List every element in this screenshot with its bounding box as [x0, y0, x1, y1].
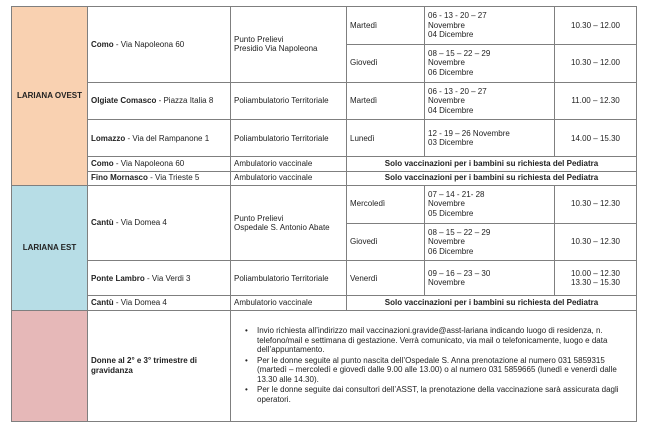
day-cell: Venerdì	[347, 261, 425, 296]
table-row	[12, 120, 637, 157]
place-cell: Poliambulatorio Territoriale	[231, 82, 347, 120]
place-cell: Ambulatorio vaccinale	[231, 157, 347, 171]
dates-cell: 06 - 13 - 20 – 27 Novembre 04 Dicembre	[425, 7, 555, 45]
table-row	[12, 185, 637, 223]
location-cell: Olgiate Comasco - Piazza Italia 8	[88, 82, 231, 120]
pregnancy-notes-cell	[231, 310, 637, 422]
time-cell: 10.00 – 12.30 13.30 – 15.30	[555, 261, 637, 296]
day-cell: Giovedì	[347, 223, 425, 261]
time-cell: 10.30 – 12.30	[555, 223, 637, 261]
time-cell: 10.30 – 12.00	[555, 44, 637, 82]
place-cell: Poliambulatorio Territoriale	[231, 261, 347, 296]
area-lariana-est: LARIANA EST	[12, 185, 88, 310]
pregnancy-notes-list	[235, 326, 632, 404]
dates-cell: 12 - 19 – 26 Novembre 03 Dicembre	[425, 120, 555, 157]
dates-cell: 07 – 14 - 21- 28 Novembre 05 Dicembre	[425, 185, 555, 223]
vaccination-schedule-table	[11, 6, 637, 422]
table-row	[12, 296, 637, 310]
location-cell: Fino Mornasco - Via Trieste 5	[88, 171, 231, 185]
time-cell: 11.00 – 12.30	[555, 82, 637, 120]
list-item: • Per le donne seguite dai consultori dell’ASST, la prenotazione della vaccinazione sarà assicurata dagli operatori.	[257, 385, 632, 404]
table-row	[12, 310, 637, 422]
dates-cell: 08 – 15 – 22 – 29 Novembre 06 Dicembre	[425, 223, 555, 261]
pediatric-note: Solo vaccinazioni per i bambini su richiesta del Pediatra	[347, 171, 637, 185]
location-cell: Lomazzo - Via del Rampanone 1	[88, 120, 231, 157]
time-cell: 14.00 – 15.30	[555, 120, 637, 157]
day-cell: Mercoledì	[347, 185, 425, 223]
day-cell: Martedì	[347, 7, 425, 45]
day-cell: Lunedì	[347, 120, 425, 157]
dates-cell: 08 – 15 – 22 – 29 Novembre 06 Dicembre	[425, 44, 555, 82]
place-cell: Poliambulatorio Territoriale	[231, 120, 347, 157]
time-cell: 10.30 – 12.00	[555, 7, 637, 45]
location-cell: Cantù - Via Domea 4	[88, 296, 231, 310]
list-item: • Invio richiesta all’indirizzo mail vaccinazioni.gravide@asst-lariana indicando luogo di residenza, n. telefono/mail e settimana di gestazione. Verrà comunicato, via mail o telefonicamente, luogo e data dell’appuntamento.	[257, 326, 632, 355]
time-cell: 10.30 – 12.30	[555, 185, 637, 223]
location-cell: Ponte Lambro - Via Verdi 3	[88, 261, 231, 296]
day-cell: Giovedì	[347, 44, 425, 82]
pediatric-note: Solo vaccinazioni per i bambini su richiesta del Pediatra	[347, 296, 637, 310]
pregnancy-area-cell	[12, 310, 88, 422]
dates-cell: 06 - 13 - 20 – 27 Novembre 04 Dicembre	[425, 82, 555, 120]
location-cell: Como - Via Napoleona 60	[88, 157, 231, 171]
table-row	[12, 157, 637, 171]
table-row	[12, 82, 637, 120]
place-cell: Punto Prelievi Presidio Via Napoleona	[231, 7, 347, 83]
list-item: • Per le donne seguite al punto nascita dell’Ospedale S. Anna prenotazione al numero 031 5859315 (martedì – mercoledì e giovedì dalle 9.00 alle 13.00) o al numero 031 5859665 (lunedì e venerdì dalle 13.30 alle 14.30).	[257, 356, 632, 385]
pediatric-note: Solo vaccinazioni per i bambini su richiesta del Pediatra	[347, 157, 637, 171]
place-cell: Ambulatorio vaccinale	[231, 296, 347, 310]
location-cell: Como - Via Napoleona 60	[88, 7, 231, 83]
dates-cell: 09 – 16 – 23 – 30 Novembre	[425, 261, 555, 296]
table-row	[12, 171, 637, 185]
area-lariana-ovest: LARIANA OVEST	[12, 7, 88, 186]
table-row	[12, 7, 637, 45]
pregnancy-label: Donne al 2° e 3° trimestre di gravidanza	[88, 310, 231, 422]
table-row	[12, 261, 637, 296]
day-cell: Martedì	[347, 82, 425, 120]
place-cell: Ambulatorio vaccinale	[231, 171, 347, 185]
location-cell: Cantù - Via Domea 4	[88, 185, 231, 261]
place-cell: Punto Prelievi Ospedale S. Antonio Abate	[231, 185, 347, 261]
